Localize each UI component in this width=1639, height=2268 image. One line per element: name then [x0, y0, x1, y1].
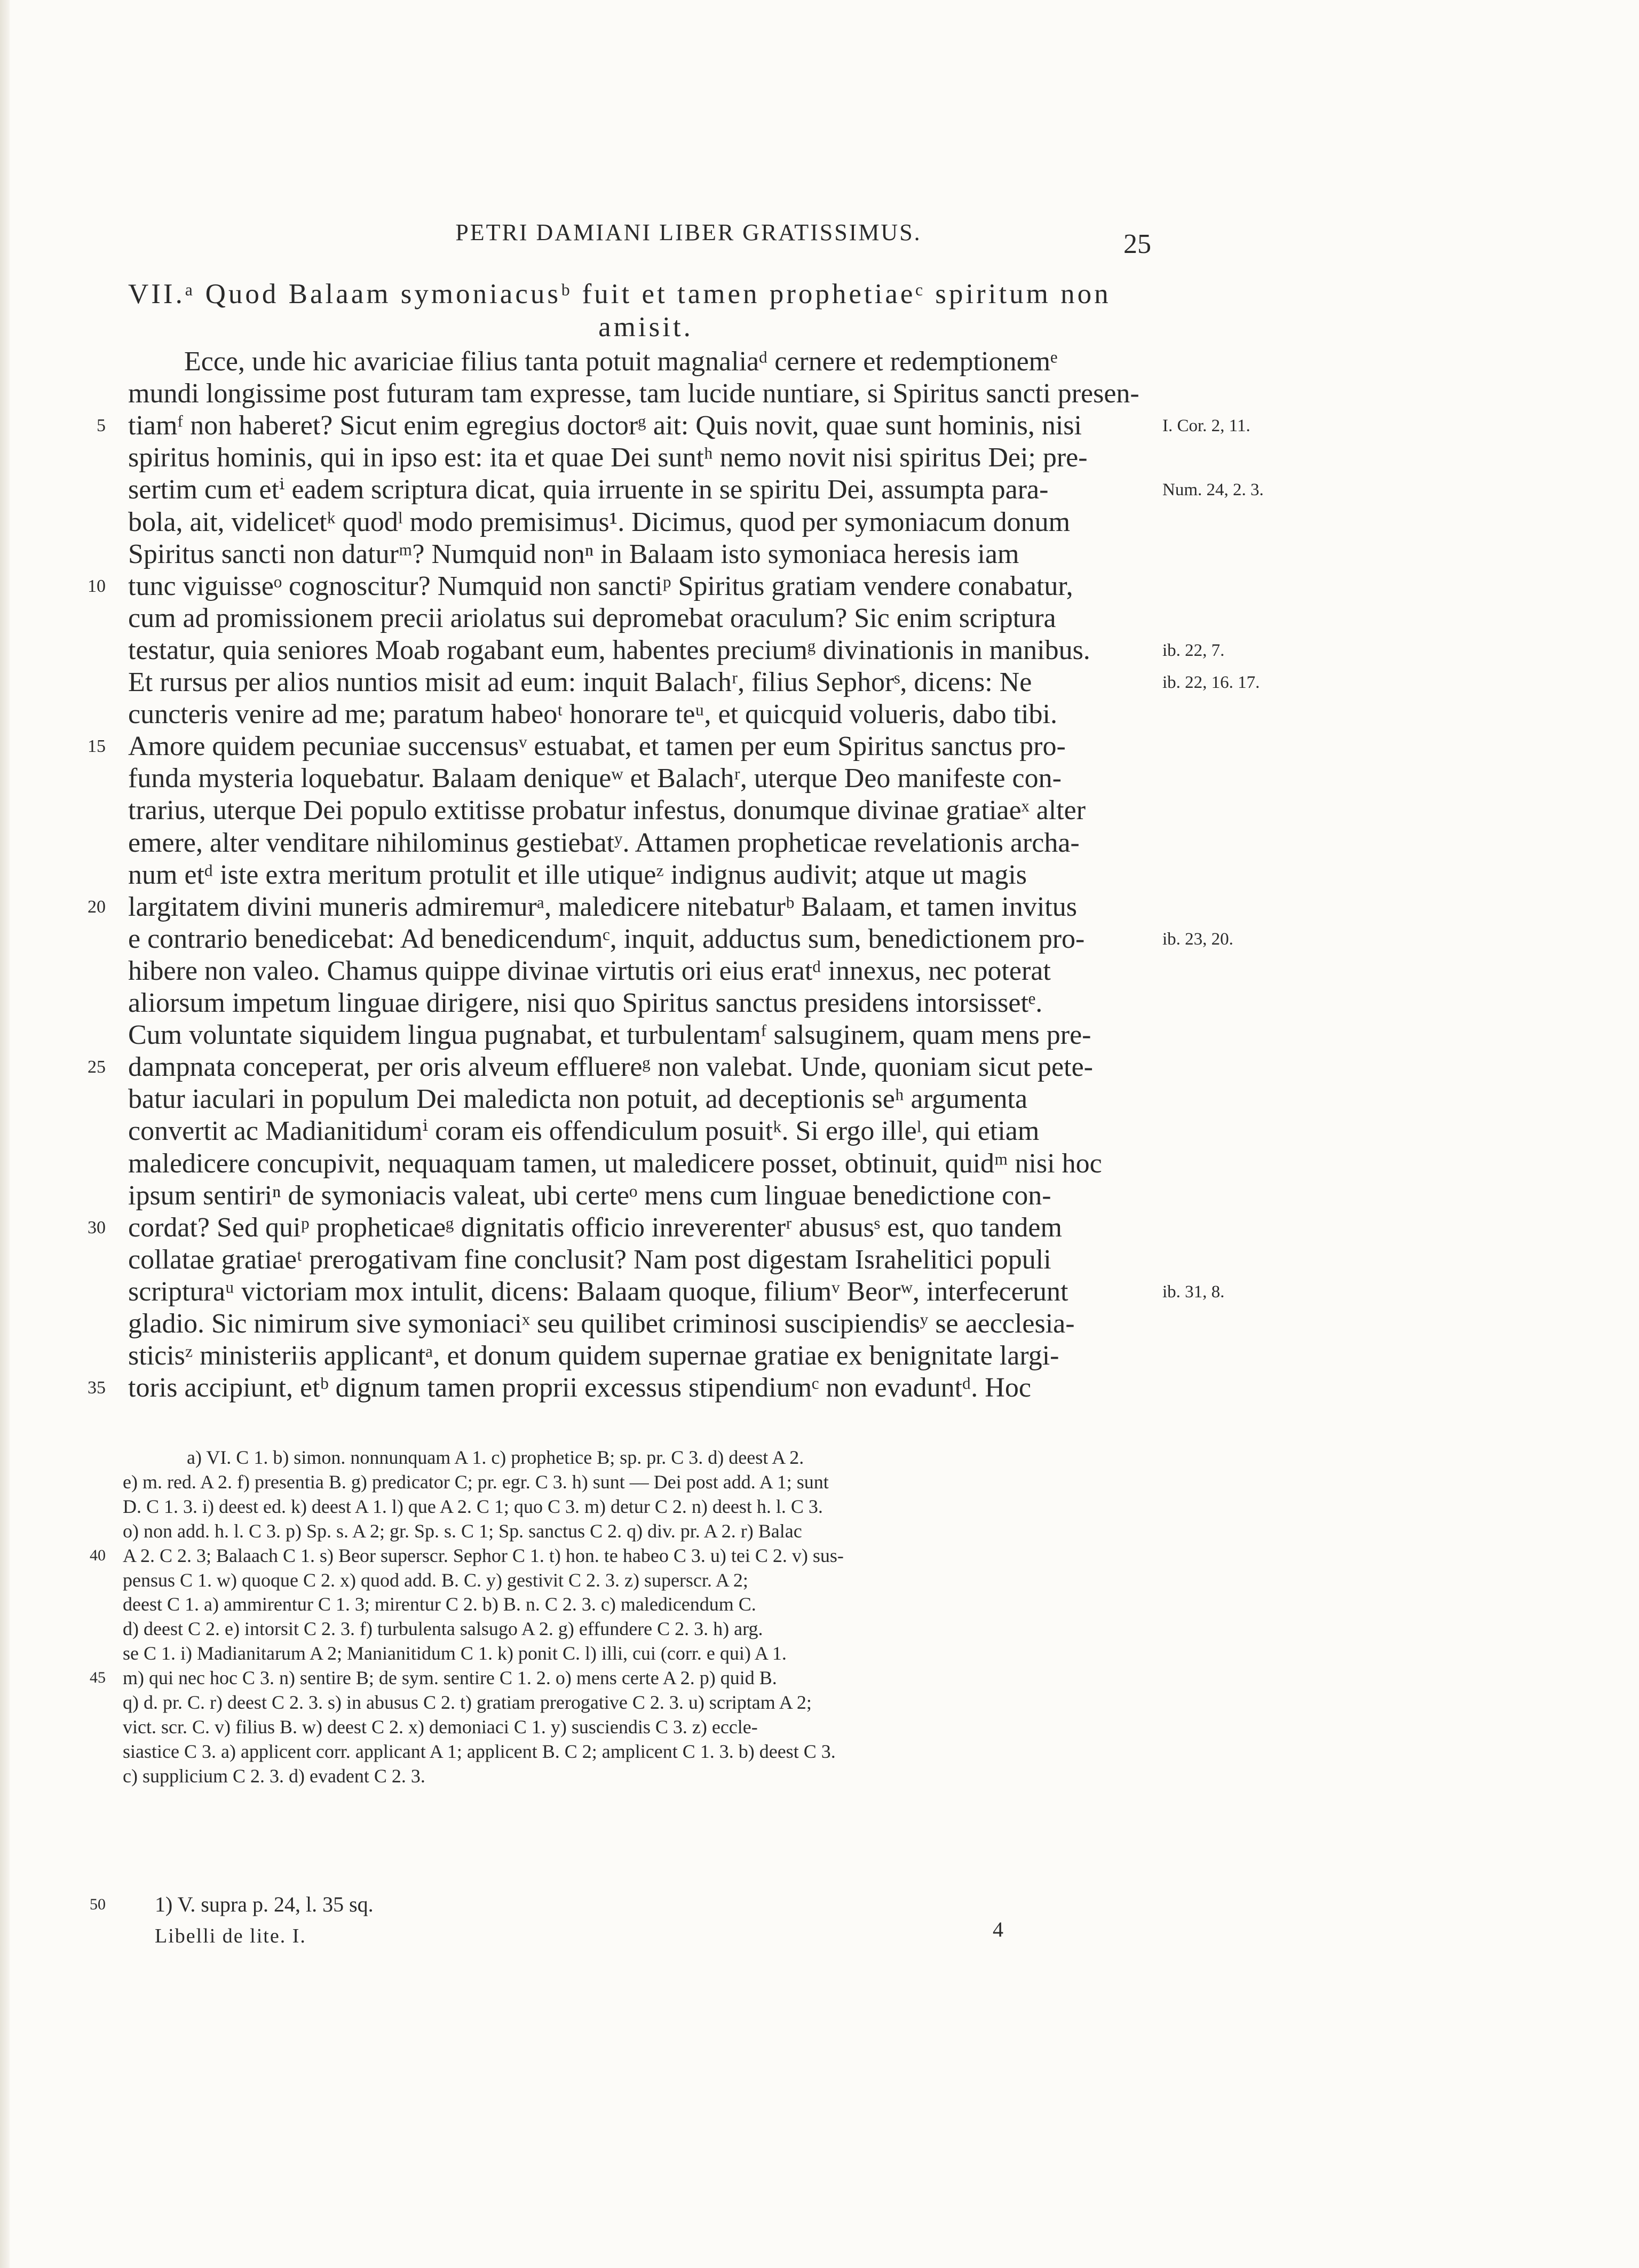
text-line: hibere non valeo. Chamus quippe divinae virtutis ori eius eratᵈ innexus, nec poterat [128, 956, 1051, 986]
text-line: cordat? Sed quiᵖ propheticaeᵍ dignitatis officio inreverenterʳ abususˢ est, quo tandem [128, 1212, 1062, 1243]
line-number: 20 [88, 897, 106, 917]
text-line: batur iaculari in populum Dei maledicta non potuit, ad deceptionis seʰ argumenta [128, 1084, 1028, 1114]
text-line: Amore quidem pecuniae succensusᵛ estuabat, et tamen per eum Spiritus sanctus pro- [128, 731, 1066, 762]
apparatus-line: pensus C 1. w) quoque C 2. x) quod add. B. C. y) gestivit C 2. 3. z) superscr. A 2; [123, 1569, 748, 1591]
margin-reference: ib. 22, 7. [1162, 641, 1225, 660]
margin-reference: Num. 24, 2. 3. [1162, 480, 1264, 499]
line-number: 25 [88, 1057, 106, 1077]
text-line: scripturaᵘ victoriam mox intulit, dicens: Balaam quoque, filiumᵛ Beorʷ, interfecerunt [128, 1276, 1068, 1307]
apparatus-line: a) VI. C 1. b) simon. nonnunquam A 1. c) prophetice B; sp. pr. C 3. d) deest A 2. [187, 1447, 804, 1468]
text-line: emere, alter venditare nihilominus gestiebatʸ. Attamen propheticae revelationis archa- [128, 828, 1080, 858]
margin-reference: I. Cor. 2, 11. [1162, 416, 1250, 435]
line-number: 40 [90, 1547, 106, 1564]
apparatus-line: o) non add. h. l. C 3. p) Sp. s. A 2; gr. Sp. s. C 1; Sp. sanctus C 2. q) div. pr. A 2. r) Balac [123, 1520, 802, 1542]
apparatus-line: A 2. C 2. 3; Balaach C 1. s) Beor superscr. Sephor C 1. t) hon. te habeo C 3. u) tei C 2. v) sus- [123, 1545, 844, 1566]
apparatus-line: se C 1. i) Madianitarum A 2; Manianitidum C 1. k) ponit C. l) illi, cui (corr. e qui) A 1. [123, 1643, 787, 1664]
text-line: gladio. Sic nimirum sive symoniaciˣ seu quilibet criminosi suscipiendisʸ se aecclesia- [128, 1309, 1075, 1339]
page-number: 25 [1123, 229, 1151, 259]
text-line: bola, ait, videlicetᵏ quodˡ modo premisimus¹. Dicimus, quod per symoniacum donum [128, 507, 1071, 537]
footnote-line-number: 50 [90, 1896, 106, 1913]
text-line: dampnata conceperat, per oris alveum effluereᵍ non valebat. Unde, quoniam sicut pete- [128, 1052, 1093, 1082]
signature-mark: Libelli de lite. I. [155, 1925, 306, 1947]
chapter-heading-line: amisit. [598, 312, 693, 343]
text-line: tunc viguisseᵒ cognoscitur? Numquid non sanctiᵖ Spiritus gratiam vendere conabatur, [128, 571, 1073, 601]
line-number: 15 [88, 736, 106, 756]
apparatus-line: D. C 1. 3. i) deest ed. k) deest A 1. l) que A 2. C 1; quo C 3. m) detur C 2. n) deest h. l. C 3. [123, 1496, 823, 1517]
reference-footnote: 1) V. supra p. 24, l. 35 sq. [155, 1892, 374, 1916]
page-spine-shadow [0, 0, 10, 2268]
line-number: 45 [90, 1669, 106, 1686]
text-line: ipsum sentiriⁿ de symoniacis valeat, ubi certeᵒ mens cum linguae benedictione con- [128, 1180, 1051, 1211]
gathering-number: 4 [993, 1917, 1003, 1941]
chapter-heading [128, 277, 1163, 344]
text-line: cum ad promissionem precii ariolatus sui depromebat oraculum? Sic enim scriptura [128, 603, 1056, 633]
line-number: 35 [88, 1378, 106, 1398]
line-number: 5 [97, 416, 106, 435]
margin-reference: ib. 22, 16. 17. [1162, 673, 1260, 692]
text-line: testatur, quia seniores Moab rogabant eum, habentes preciumᵍ divinationis in manibus. [128, 635, 1090, 665]
text-line: Ecce, unde hic avariciae filius tanta potuit magnaliaᵈ cernere et redemptionemᵉ [184, 346, 1058, 377]
text-line: maledicere concupivit, nequaquam tamen, ut maledicere posset, obtinuit, quidᵐ nisi hoc [128, 1148, 1102, 1179]
text-line: Cum voluntate siquidem lingua pugnabat, et turbulentamᶠ salsuginem, quam mens pre- [128, 1020, 1091, 1050]
apparatus-line: m) qui nec hoc C 3. n) sentire B; de sym. sentire C 1. 2. o) mens certe A 2. p) quid B. [123, 1667, 777, 1688]
apparatus-line: q) d. pr. C. r) deest C 2. 3. s) in abusus C 2. t) gratiam prerogative C 2. 3. u) scriptam A 2; [123, 1692, 812, 1713]
text-line: tiamᶠ non haberet? Sicut enim egregius doctorᵍ ait: Quis novit, quae sunt hominis, nisi [128, 410, 1082, 441]
text-line: sertim cum etⁱ eadem scriptura dicat, quia irruente in se spiritu Dei, assumpta para- [128, 474, 1049, 505]
running-title: PETRI DAMIANI LIBER GRATISSIMUS. [455, 219, 922, 245]
text-line: cuncteris venire ad me; paratum habeoᵗ honorare teᵘ, et quicquid volueris, dabo tibi. [128, 699, 1057, 729]
text-line: toris accipiunt, etᵇ dignum tamen proprii excessus stipendiumᶜ non evaduntᵈ. Hoc [128, 1373, 1031, 1403]
text-line: num etᵈ iste extra meritum protulit et ille utiqueᶻ indignus audivit; atque ut magis [128, 860, 1027, 890]
line-number: 10 [88, 576, 106, 596]
apparatus-line: e) m. red. A 2. f) presentia B. g) predicator C; pr. egr. C 3. h) sunt — Dei post add. A 1; sunt [123, 1471, 829, 1493]
text-line: convertit ac Madianitidumⁱ coram eis offendiculum posuitᵏ. Si ergo illeˡ, qui etiam [128, 1116, 1040, 1146]
text-line: trarius, uterque Dei populo extitisse probatur infestus, donumque divinae gratiaeˣ alter [128, 795, 1086, 826]
text-line: largitatem divini muneris admiremurᵃ, maledicere nitebaturᵇ Balaam, et tamen invitus [128, 892, 1078, 922]
text-line: aliorsum impetum linguae dirigere, nisi quo Spiritus sanctus presidens intorsissetᵉ. [128, 988, 1043, 1018]
apparatus-line: deest C 1. a) ammirentur C 1. 3; mirentur C 2. b) B. n. C 2. 3. c) maledicendum C. [123, 1593, 756, 1615]
apparatus-line: siastice C 3. a) applicent corr. applicant A 1; applicent B. C 2; amplicent C 1. 3. b) deest C 3. [123, 1741, 836, 1762]
margin-reference: ib. 23, 20. [1162, 930, 1233, 949]
text-line: Et rursus per alios nuntios misit ad eum: inquit Balachʳ, filius Sephorˢ, dicens: Ne [128, 667, 1032, 697]
text-line: funda mysteria loquebatur. Balaam deniqueʷ et Balachʳ, uterque Deo manifeste con- [128, 763, 1062, 794]
apparatus-line: d) deest C 2. e) intorsit C 2. 3. f) turbulenta salsugo A 2. g) effundere C 2. 3. h) arg. [123, 1618, 763, 1639]
text-line: Spiritus sancti non daturᵐ? Numquid nonⁿ in Balaam isto symoniaca heresis iam [128, 539, 1019, 569]
text-line: spiritus hominis, qui in ipso est: ita et quae Dei suntʰ nemo novit nisi spiritus Dei; pre- [128, 442, 1088, 473]
text-line: collatae gratiaeᵗ prerogativam fine conclusit? Nam post digestam Israhelitici populi [128, 1244, 1051, 1275]
text-line: sticisᶻ ministeriis applicantᵃ, et donum quidem supernae gratiae ex benignitate largi- [128, 1341, 1059, 1371]
text-line: e contrario benedicebat: Ad benedicendumᶜ, inquit, adductus sum, benedictionem pro- [128, 924, 1085, 954]
line-number: 30 [88, 1218, 106, 1238]
chapter-heading-line: VII.ᵃ Quod Balaam symoniacusᵇ fuit et tamen prophetiaeᶜ spiritum non [128, 279, 1111, 310]
apparatus-line: c) supplicium C 2. 3. d) evadent C 2. 3. [123, 1765, 425, 1787]
margin-reference: ib. 31, 8. [1162, 1282, 1225, 1302]
text-line: mundi longissime post futuram tam expresse, tam lucide nuntiare, si Spiritus sancti presen- [128, 378, 1139, 409]
apparatus-line: vict. scr. C. v) filius B. w) deest C 2. x) demoniaci C 1. y) susciendis C 3. z) eccle- [123, 1716, 758, 1738]
